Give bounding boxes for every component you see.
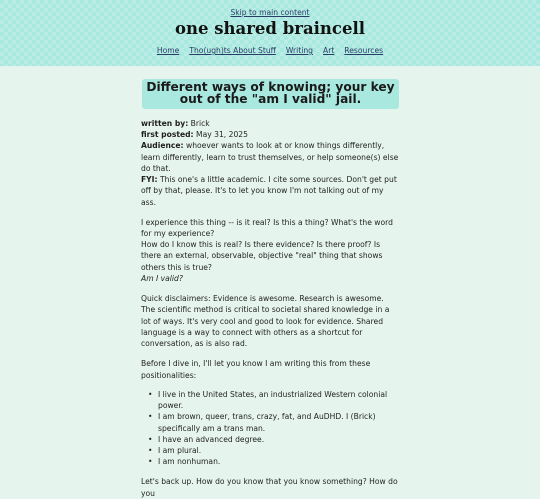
nav-thoughts-about-stuff[interactable]: Tho(ugh)ts About Stuff <box>189 46 276 55</box>
list-item: • I am plural. <box>158 445 399 456</box>
nav-resources[interactable]: Resources <box>344 46 384 55</box>
author-name: Brick <box>190 118 210 128</box>
audience-label: Audience: <box>141 141 184 151</box>
body-paragraph: Let's back up. How do you know that you know something? How do you <box>141 477 398 498</box>
post-title: Different ways of knowing; your key out of the "am I valid" jail. <box>142 79 399 109</box>
author-line <box>141 118 399 129</box>
intro-line-2: How do I know this is real? Is there evidence? Is there proof? Is there an external, observable, objective "real" thing that shows others this is true? <box>141 240 383 272</box>
main-content <box>141 79 399 499</box>
site-header <box>0 0 540 66</box>
list-item: • I am brown, queer, trans, crazy, fat, and AuDHD. I (Brick) specifically am a trans man. <box>158 411 399 433</box>
list-item: • I have an advanced degree. <box>158 434 399 445</box>
intro-line-1: I experience this thing -- is it real? Is this a thing? What's the word for my experience? <box>141 217 393 238</box>
first-posted-label: first posted: <box>141 130 194 140</box>
intro-paragraph <box>141 217 399 284</box>
audience-line <box>141 140 399 174</box>
nav-writing[interactable]: Writing <box>285 46 313 55</box>
main-nav <box>0 45 540 56</box>
positionality-list <box>141 389 399 468</box>
fyi-label: FYI: <box>141 175 158 185</box>
first-posted-date: May 31, 2025 <box>196 130 248 140</box>
list-item: • I am nonhuman. <box>158 456 399 467</box>
skip-to-main-link[interactable]: Skip to main content <box>230 8 310 17</box>
fyi-line <box>141 174 399 208</box>
positionality-intro: Before I dive in, I'll let you know I am writing this from these positionalities: <box>141 359 371 380</box>
written-by-label: written by: <box>141 118 189 128</box>
nav-art[interactable]: Art <box>323 46 335 55</box>
site-title[interactable]: one shared braincell <box>175 19 365 38</box>
list-item: • I live in the United States, an industrialized Western colonial power. <box>158 389 399 411</box>
audience-text: whoever wants to look at or know things differently, learn differently, learn to trust themselves, or help someone(s) else do that. <box>141 141 399 173</box>
post-meta <box>141 118 399 208</box>
fyi-text: This one's a little academic. I cite some sources. Don't get put off by that, please. It's to let you know I'm not talking out of my ass. <box>141 175 397 207</box>
disclaimer-paragraph: Quick disclaimers: Evidence is awesome. Research is awesome. The scientific method is critical to societal shared knowledge in a lot of ways. It's very cool and good to look for evidence. Shared language is a way to connect with others as a shortcut for conversation, as is also rad. <box>141 294 390 349</box>
nav-home[interactable]: Home <box>156 46 180 55</box>
intro-line-3: Am I valid? <box>141 273 183 283</box>
posted-date-line <box>141 129 399 140</box>
